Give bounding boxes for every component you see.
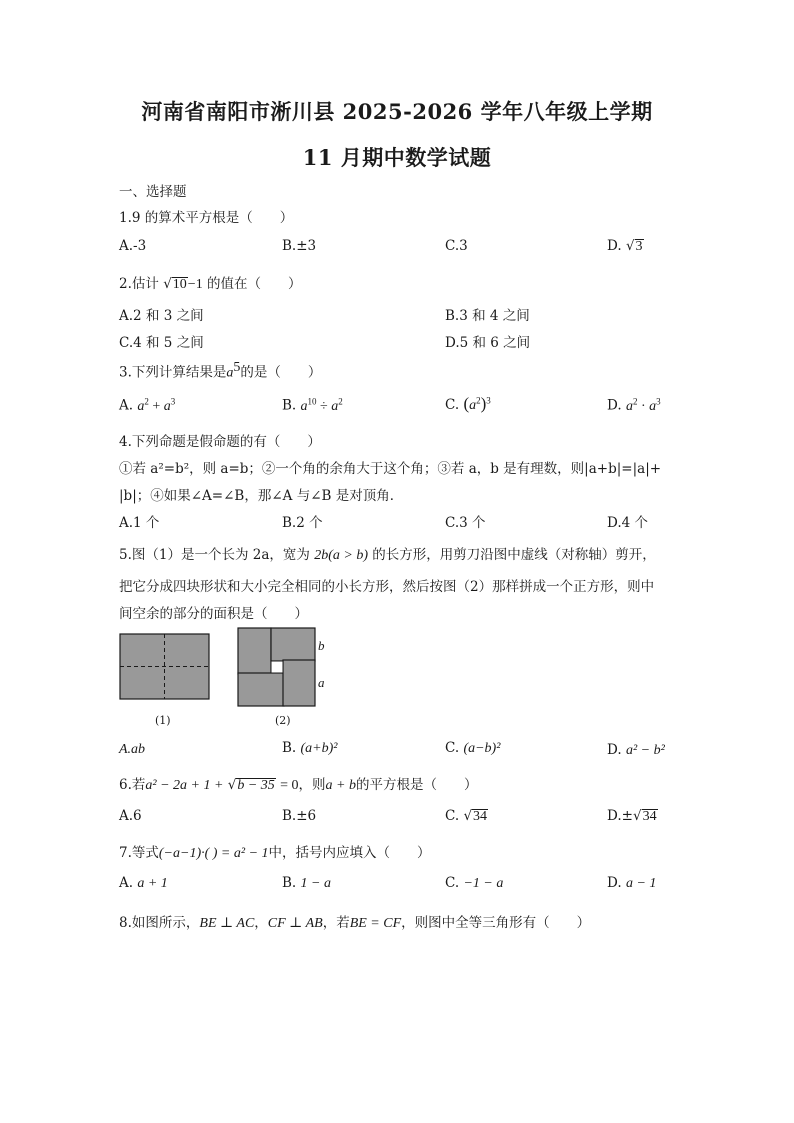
q3-option-a-math: $a^2 + a^3$ [137, 396, 176, 414]
q5-option-c [445, 740, 500, 757]
q2-stem-math: −1 [187, 277, 203, 292]
q5-stem-pre: 5.图（1）是一个长为 2a，宽为 [119, 547, 310, 563]
q5-option-d [607, 742, 665, 759]
q6-stem-pre: 6.若 [119, 777, 146, 793]
q3-option-d [607, 396, 661, 415]
figure-2-piece-bottom-right [283, 660, 315, 706]
q6-option-b: B.±6 [282, 808, 317, 824]
q3-stem-post: 的是（ ） [240, 364, 322, 381]
q8-condition-2: CF ⊥ AB [267, 916, 323, 931]
q3-option-c-math: $(a^2)^3$ [463, 394, 491, 413]
q2-stem [119, 272, 302, 293]
q7-option-d-label: D. [607, 875, 622, 891]
q3-option-b-math: $a^{10} \div a^2$ [300, 396, 343, 414]
q7-option-b-label: B. [282, 875, 297, 891]
q8-condition-3: BE = CF [349, 916, 402, 931]
q7-stem-math: (−a−1)·( ) = a² − 1 [158, 846, 269, 861]
sqrt-icon: √ [632, 808, 642, 824]
q7-option-a-label: A. [119, 875, 134, 891]
q6-option-c-radicand: 34 [473, 809, 488, 824]
q4-option-a: A.1 个 [119, 515, 160, 531]
q5-stem-math: 2b(a > b) [314, 548, 368, 563]
q7-stem [119, 841, 431, 862]
q6-option-c-label: C. [445, 808, 460, 824]
q7-option-d-math: a − 1 [625, 876, 657, 891]
q1-option-b: B.±3 [282, 238, 317, 254]
q8-stem-pre: 8.如图所示， [119, 915, 200, 931]
q5-option-b-math: (a+b)² [300, 741, 338, 756]
q6-radicand: b − 35 [237, 778, 275, 793]
q5-option-c-label: C. [445, 740, 460, 756]
q5-stem-post: 的长方形，用剪刀沿图中虚线（对称轴）剪开， [372, 547, 656, 563]
q3-option-a [119, 396, 175, 415]
q4-option-b: B.2 个 [282, 515, 323, 531]
q1-option-d [607, 238, 644, 254]
q5-stem-line-2: 把它分成四块形状和大小完全相同的小长方形，然后按图（2）那样拼成一个正方形，则中 [119, 579, 655, 595]
figure-2-piece-top-left [238, 628, 271, 674]
figure-2-center-hole [271, 661, 283, 673]
q5-option-c-math: (a−b)² [463, 741, 501, 756]
sqrt-icon: √ [463, 808, 473, 824]
q8-stem-post: ，则图中全等三角形有（ ） [401, 915, 591, 931]
q2-option-d: D.5 和 6 之间 [445, 335, 531, 351]
q1-stem: 1.9 的算术平方根是（ ） [119, 210, 294, 226]
q3-exponent: 5 [233, 360, 241, 375]
q7-option-c-math: −1 − a [463, 876, 504, 891]
section-heading: 一、选择题 [119, 184, 187, 200]
q7-stem-pre: 7.等式 [119, 845, 159, 861]
q3-stem-pre: 3.下列计算结果是 [119, 364, 227, 381]
q7-option-b [282, 875, 331, 892]
q6-option-d [607, 808, 658, 824]
q6-option-c [445, 808, 488, 824]
q6-option-a: A.6 [119, 808, 142, 824]
q7-option-c-label: C. [445, 875, 460, 891]
q5-option-d-math: a² − b² [625, 743, 665, 758]
q2-option-a: A.2 和 3 之间 [119, 308, 204, 324]
q6-option-d-radicand: 34 [642, 809, 657, 824]
q4-option-c: C.3 个 [445, 515, 486, 531]
q5-option-a: A.ab [119, 742, 146, 757]
q8-stem [119, 911, 590, 932]
q3-base: a [226, 365, 234, 381]
figure-2-caption: (2) [275, 714, 291, 727]
q8-sep-1: ， [254, 915, 268, 931]
title-line-1: 河南省南阳市淅川县 2025-2026 学年八年级上学期 [141, 99, 653, 124]
q4-stem: 4.下列命题是假命题的有（ ） [119, 434, 321, 450]
q7-stem-post: 中，括号内应填入（ ） [268, 845, 431, 861]
q2-radicand: 10 [172, 277, 187, 292]
q7-option-b-math: 1 − a [300, 876, 331, 891]
q5-stem-line-1 [119, 543, 656, 564]
q7-option-c [445, 875, 503, 892]
sqrt-icon: √ [163, 276, 172, 292]
sqrt-icon: √ [625, 238, 635, 254]
q1-option-c: C.3 [445, 238, 468, 254]
q5-option-b-label: B. [282, 740, 297, 756]
q3-option-d-label: D. [607, 397, 622, 414]
q6-stem-eq: = 0 [280, 778, 299, 793]
title-line-2: 11 月期中数学试题 [302, 145, 492, 170]
q3-option-c-label: C. [445, 397, 460, 413]
q5-option-b [282, 740, 337, 757]
figure-1-caption: (1) [155, 714, 171, 727]
figure-2-square [237, 627, 317, 707]
q3-stem [119, 360, 321, 382]
q3-option-b [282, 396, 343, 415]
sqrt-icon: √ [227, 777, 237, 793]
q5-option-d-label: D. [607, 742, 622, 758]
q6-stem-mid: ，则 [298, 777, 326, 793]
q2-stem-post: 的值在（ ） [207, 276, 302, 292]
q3-option-b-label: B. [282, 397, 297, 414]
q3-option-a-label: A. [119, 397, 134, 414]
q6-option-d-label: D.± [607, 808, 633, 824]
q7-option-d [607, 875, 656, 892]
q6-stem [119, 773, 477, 794]
figure-2-label-a: a [318, 675, 325, 690]
q1-option-a: A.-3 [119, 238, 147, 254]
q7-option-a-math: a + 1 [137, 876, 168, 891]
q2-option-b: B.3 和 4 之间 [445, 308, 530, 324]
q2-stem-pre: 2.估计 [119, 276, 159, 292]
figure-2-piece-bottom-left [238, 673, 284, 706]
q8-condition-1: BE ⊥ AC [199, 916, 255, 931]
q7-option-a [119, 875, 168, 892]
figure-1-rectangle [119, 633, 211, 701]
q8-sep-2: ，若 [322, 915, 350, 931]
q4-option-d: D.4 个 [607, 515, 649, 531]
figure-2-label-b: b [318, 638, 325, 653]
q1-option-d-radicand: 3 [635, 239, 643, 254]
q6-stem-ab: a + b [325, 778, 356, 793]
q6-stem-math: a² − 2a + 1 + [145, 778, 224, 793]
q1-option-d-label: D. [607, 238, 622, 254]
q4-body-line-1: ①若 a²=b²，则 a=b；②一个角的余角大于这个角；③若 a，b 是有理数，则|a+b|=|a|+ [119, 461, 662, 477]
q3-option-c [445, 394, 491, 414]
q5-stem-line-3: 间空余的部分的面积是（ ） [119, 606, 308, 622]
q4-body-line-2: |b|；④如果∠A=∠B，那∠A 与∠B 是对顶角． [119, 488, 404, 504]
figure-2-piece-top-right [271, 628, 315, 661]
q3-option-d-math: $a^2 \cdot a^3$ [625, 396, 661, 414]
q6-stem-post: 的平方根是（ ） [355, 777, 478, 793]
q2-option-c: C.4 和 5 之间 [119, 335, 204, 351]
